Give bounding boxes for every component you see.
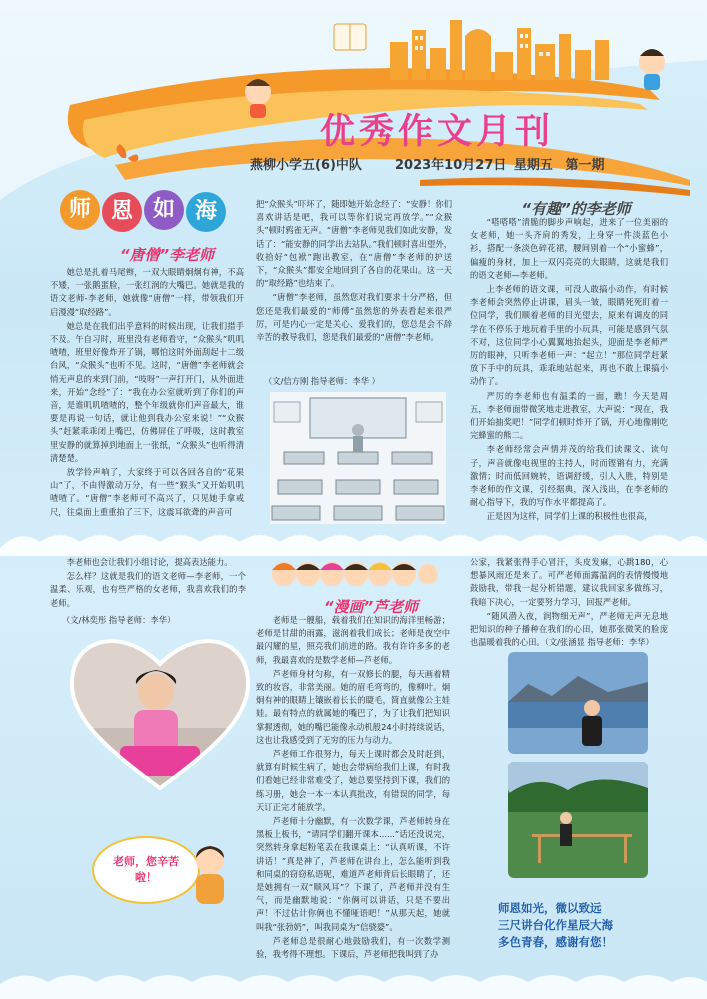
paragraph: 严厉的李老师也有温柔的一面，瞧！今天是周五，李老师面带微笑地走进教室，大声说：“现在，我们开始抽奖吧！”同学们顿时炸开了锅，开心地像刚吃完蜂蜜的熊二。 [470, 390, 668, 441]
article-cartoon-column [256, 614, 450, 962]
paragraph: “唐僧”李老师，虽然您对我们要求十分严格，但您还是我们最爱的“师傅”虽然您的外表看起来很严厉，可是内心一定是关心、爱我们的，您总是会不辞辛苦的教导我们，您是我们最爱的“唐僧”李老师。 [256, 292, 452, 343]
article-tang-end [50, 556, 246, 611]
paragraph: 芦老师十分幽默，有一次数学课，芦老师转身在黑板上板书，“请同学们翻开课本......”话还没说完，突然转身拿起粉笔丢在我课桌上：“认真听课，不许讲话！”真是神了，芦老师在讲台上，怎么能听到我和同桌的窃窃私语呢，难道芦老师背后长眼睛了，还是她拥有一双“顺风耳”？下课了，芦老师并没有生气，而是幽默地说：“你俩可以讲话，只是不要出声！不过估计你俩也不懂哑语吧！”从那天起，她就叫我“张勃奶”，叫我同桌为“信骁婆”。 [256, 816, 450, 932]
paragraph: 上李老师的语文课，可没人敢搞小动作，有时候李老师会突然停止讲课，眉头一皱，眼睛死死盯着一位同学，我们顺着老师的目光望去，原来有调皮的同学在不停乐于地玩着手里的小玩具，可能是感到气氛不对，这位同学小心翼翼地抬起头，迎面是李老师严厉的眼神，只听李老师一声：“起立！”那位同学赶紧放下手中的玩具，乖乖地站起来，再也不敢上课搞小动作了。 [470, 284, 668, 387]
photo-caption-line: 多色青春，感谢有您！ [498, 935, 613, 949]
issue-number: 第一期 [565, 158, 605, 173]
paragraph: 老师是一艘船，载着我们在知识的海洋里畅游；老师是甘甜的雨露，滋润着我们成长；老师是夜空中最闪耀的星，照亮我们前进的路。我有许许多多的老师，我最喜欢的是数学老师—芦老师。 [256, 615, 450, 665]
paragraph: “随风潜入夜，润物细无声”，严老师无声无息地把知识的种子播种在我们的心田，她那张微笑的脸庞也温暖着我的心田。（文/张涵显 指导老师：李华） [470, 610, 668, 648]
article-tang-byline: （文/信方刚 指导老师：李华 ） [264, 376, 380, 386]
paragraph: 李老师也会让我们小组讨论，提高表达能力。 [66, 557, 233, 567]
paragraph: 她总是扎着马尾辫，一双大眼睛炯炯有神，不高不矮，一张鹅蛋脸，一张红润的大嘴巴。她就是我的语文老师-李老师，她就像“唐僧”一样，带领我们开启漫漫“取经路”。 [50, 267, 244, 317]
issue-date: 2023年10月27日 [395, 158, 507, 173]
paragraph: 芦老师总是很耐心地鼓励我们，有一次数学测验，我考得不理想。下课后，芦老师把我叫到了办 [256, 935, 450, 960]
paragraph: 芦老师工作很努力，每天上课时都会及时赶到，就算有时候生病了，她也会带病给我们上课，有时我们看她已经非常难受了，她总要坚持到下课，我们的练习册，她会一本一本认真批改，有错误的同学，每天订正完才能放学。 [256, 749, 450, 812]
paragraph: 正是因为这样，同学们上课的积极性也很高， [486, 511, 653, 522]
badge-char-1: 师 [60, 190, 100, 230]
photo-caption [498, 900, 658, 951]
teacher-cartoon-icon [180, 842, 240, 906]
speech-bubble-text: 老师，您辛苦啦！ [113, 855, 179, 884]
heart-photo [60, 618, 260, 798]
paragraph: 把“众猴头”吓坏了，随即她开始念经了：“安静！你们喜欢讲话是吧，我可以等你们说完再放学。”“众猴头”顿时鸦雀无声。“唐僧”李老师见我们如此安静，发话了：“能安静的同学出去站队。”我们顿时喜出望外，收拾好“包袱”跑出教室，在“唐僧”李老师的护送下，“众猴头”都安全地回到了各自的花果山。这一天的“取经路”也结束了。 [256, 199, 452, 289]
teacher-photo-collage [508, 652, 648, 902]
paragraph: “嗒嗒嗒”清脆的脚步声响起，进来了一位美丽的女老师，她一头齐肩的秀发，上身穿一件淡蓝色小衫，搭配一条淡色碎花裙，腰间别着一个“小蜜蜂”，偏瘦的身材，加上一双闪亮亮的大眼睛，这就是我们的语文老师—李老师。 [470, 217, 668, 280]
paragraph: 芦老师身材匀称，有一双修长的腿，每天画着精致的妆容，非常美丽。她的眉毛弯弯的，像柳叶。炯炯有神的眼睛上镶嵌着长长的睫毛，简直就像公主娃娃。最有特点的就属她的嘴巴了，为了让我们把知识掌握透彻，她的嘴巴能像永动机般24小时持续说话，这也让我感受到了无穷的压力与动力。 [256, 668, 450, 745]
paragraph: 公家，我紧张得手心冒汗，头皮发麻，心跳180，心想暴风雨还是来了。可严老师面露温润的表情慢慢地鼓励我，带我一起分析错题，建议我回家多做练习，我暗下决心，一定要努力学习，回报严老师。 [470, 557, 668, 607]
article-interesting-continued [470, 556, 668, 650]
classroom-illustration [270, 392, 446, 524]
article-title-interesting: “有趣”的李老师 [521, 200, 631, 218]
badge-char-3: 如 [144, 190, 184, 230]
bottom-cloud-strip [0, 966, 707, 999]
issue-info-line [250, 154, 690, 173]
weekday: 星期五 [513, 158, 553, 173]
article-interesting-column-3 [470, 216, 668, 525]
badge-char-4: 海 [186, 192, 226, 232]
badge-char-2: 恩 [102, 192, 142, 232]
article-tang-column-1 [50, 266, 244, 520]
photo-caption-line: 三尺讲台化作星辰大海 [498, 918, 613, 932]
article-title-tang: “唐僧”李老师 [119, 246, 215, 264]
paragraph: 她总是在我们出乎意料的时候出现，让我们措手不及。午自习时，班里没有老师看守，“众猴头”叽叽喳喳，班里好像炸开了锅，哪怕这时外面刮起十二级台风，“众猴头”也听不见。这时，“唐僧”李老师就会悄无声息的来到门前，“吱呀”一声打开门，从外面进来，开始“念经”了：“我在办公室就听到了你们的声音，是谁叽叽喳喳的，整个年级就你们声音最大，谁要是再说一句话，就让他到我办公室来说！”“众猴头”赶紧乖乖闭上嘴巴，仿佛屏住了呼吸，这时教室里安静的就算掉到地面上一张纸，“众猴头”也听得清清楚楚。 [50, 320, 244, 463]
paragraph: 放学铃声响了，大家终于可以各回各自的“花果山”了，不由得激动万分，有一些“猴头”又开始叽叽喳喳了。“唐僧”李老师可不高兴了，只见她手拿戒尺，往桌面上重重拍了三下，这震耳欲聋的声音可 [50, 467, 244, 517]
article-title-cartoon: “漫画”芦老师 [323, 598, 419, 616]
article-tang-end-byline: （文/林奕彤 指导老师：李华） [62, 615, 176, 625]
kids-row-illustration [270, 556, 440, 592]
photo-caption-line: 师恩如光，微以致远 [498, 901, 602, 915]
paragraph: 李老师经常会声情并茂的给我们读课文、读句子，声音就像电视里的主持人，时而铿锵有力，充满激情；时而低回婉转，语调舒缓，引人入胜，特别是李老师的作文课，引经据典，深入浅出，在李老师的耐心指导下，我的写作水平都提高了。 [470, 444, 668, 508]
school-class: 燕柳小学五(6)中队 [250, 158, 362, 173]
cloud-divider [0, 528, 707, 556]
section-badge [60, 190, 240, 230]
page-title: 优秀作文月刊 [320, 111, 555, 152]
article-tang-column-2 [256, 198, 452, 345]
paragraph: 怎么样？这就是我们的语文老师—李老师，一个温柔、乐观，也有些严格的女老师，我喜欢我们的李老师。 [50, 571, 246, 608]
